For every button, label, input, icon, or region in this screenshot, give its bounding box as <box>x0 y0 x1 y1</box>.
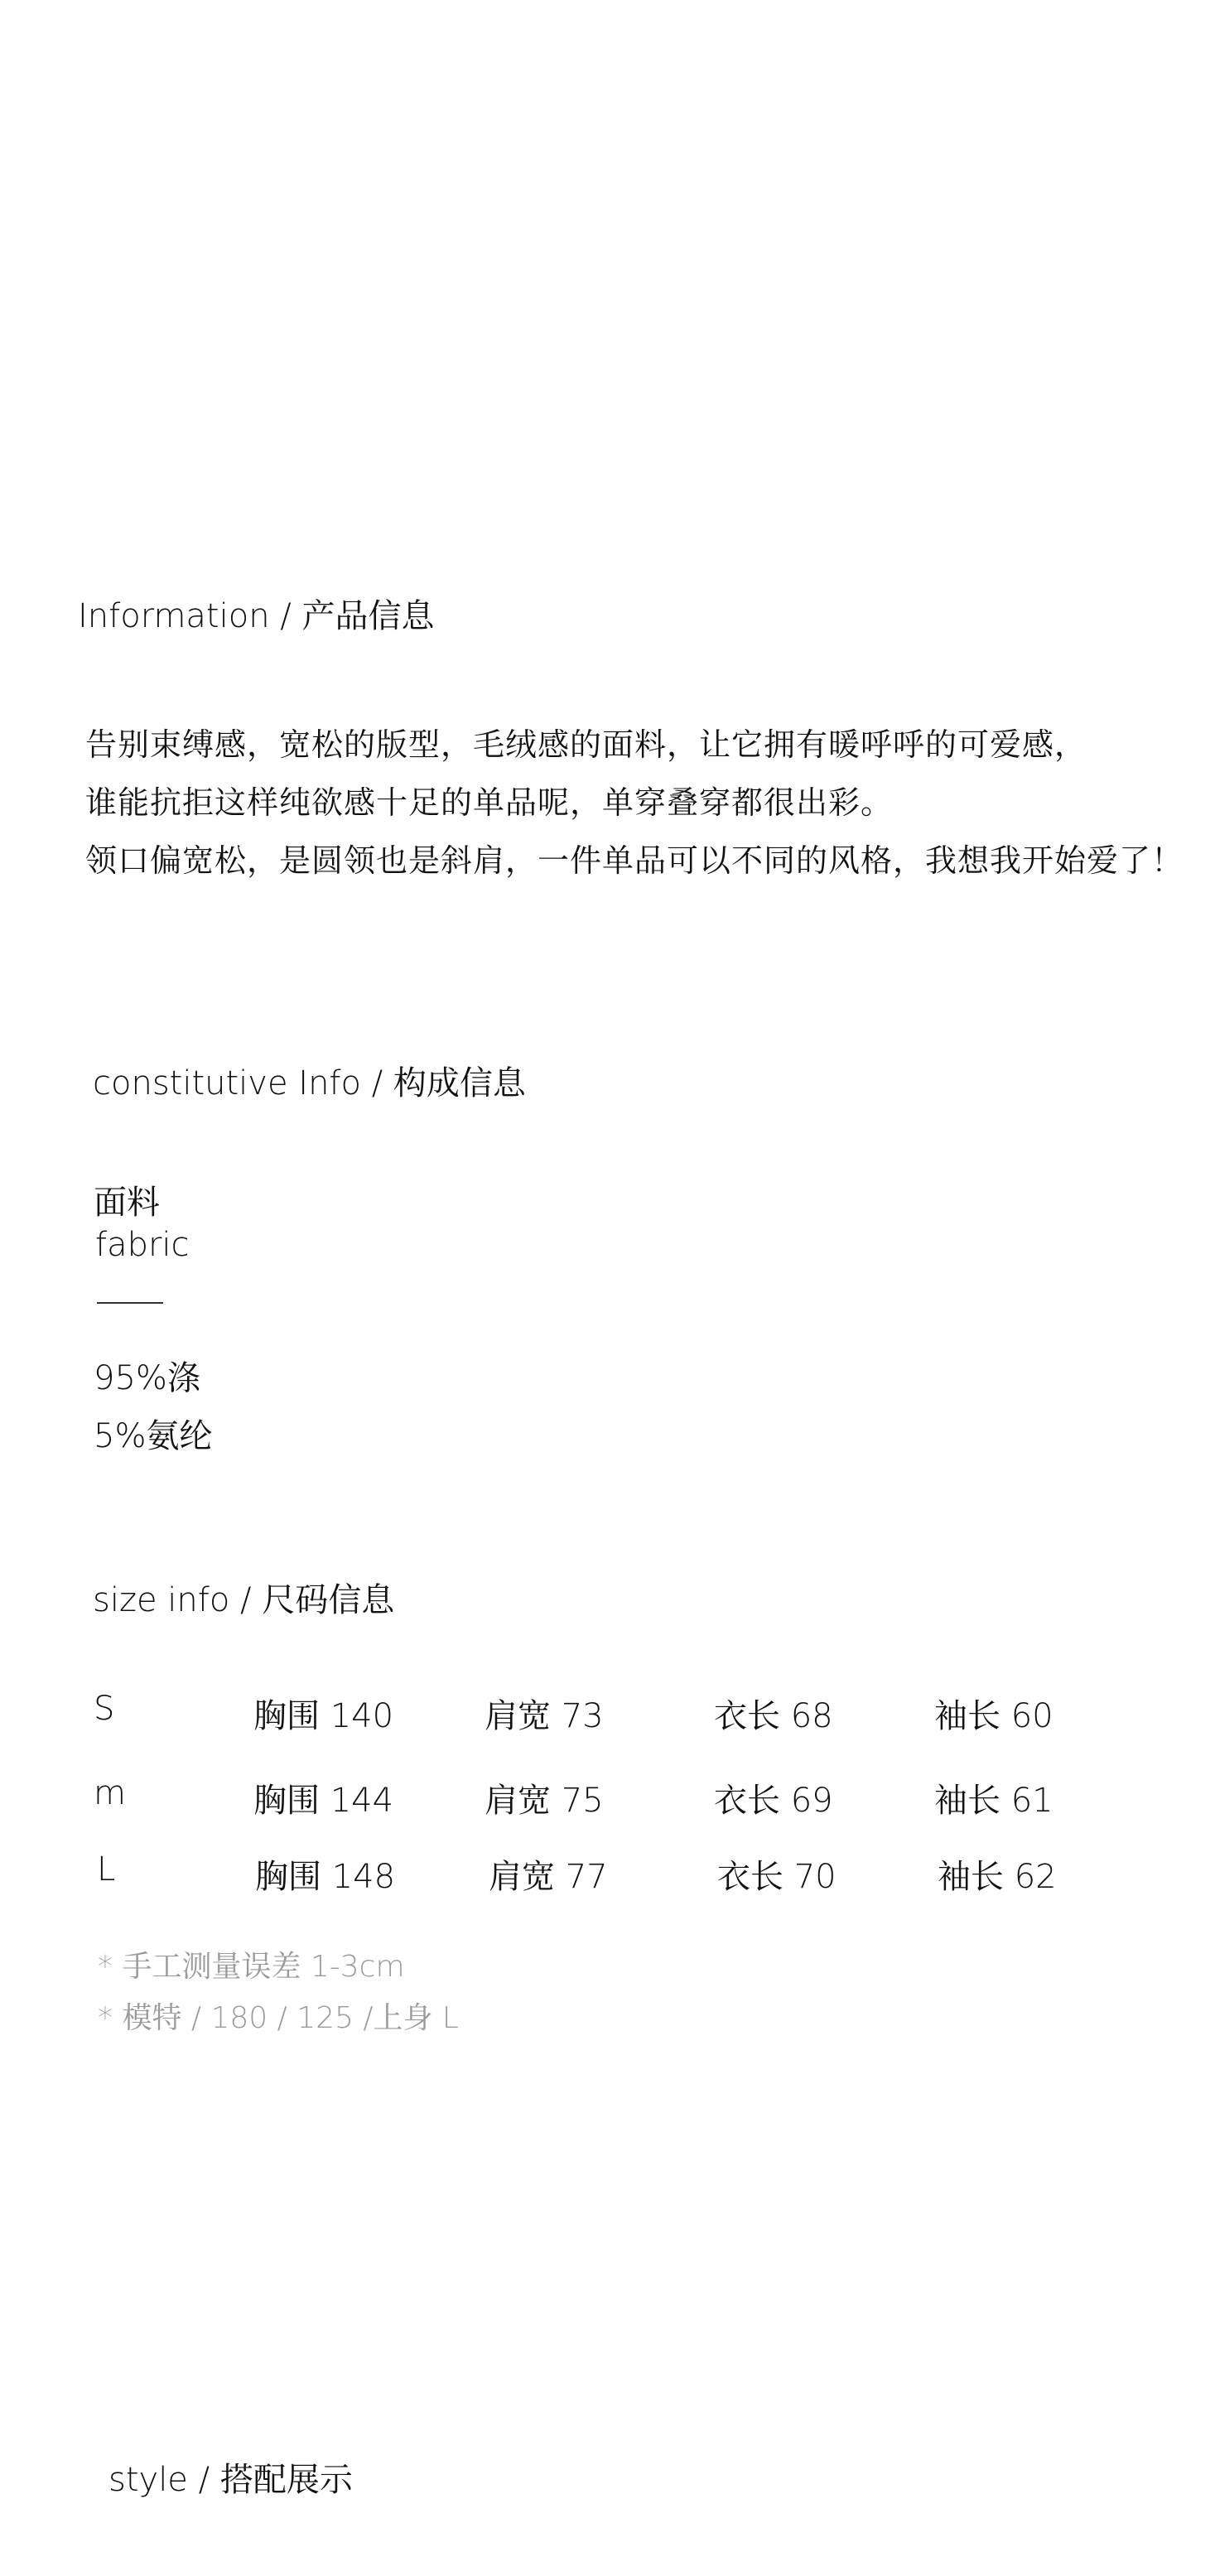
description-line-1: 告别束缚感，宽松的版型，毛绒感的面料，让它拥有暖呼呼的可爱感， <box>85 726 1087 763</box>
size-row-size: L <box>97 1850 116 1889</box>
size-row-sleeve: 袖长 62 <box>938 1858 1057 1896</box>
model-note: * 模特 / 180 / 125 /上身 L <box>98 2001 459 2035</box>
fabric-label-en: fabric <box>95 1226 190 1264</box>
size-row-size: S <box>94 1690 115 1728</box>
size-row-length: 衣长 69 <box>714 1782 833 1820</box>
measurement-note: * 手工测量误差 1-3cm <box>98 1950 405 1984</box>
size-row-shoulder: 肩宽 75 <box>485 1782 604 1820</box>
size-row-length: 衣长 70 <box>717 1858 837 1896</box>
size-row-shoulder: 肩宽 77 <box>489 1858 608 1896</box>
constitutive-heading: constitutive Info / 构成信息 <box>93 1064 526 1102</box>
size-row-chest: 胸围 148 <box>255 1858 396 1896</box>
size-row-shoulder: 肩宽 73 <box>485 1697 604 1735</box>
size-row-sleeve: 袖长 61 <box>934 1782 1053 1820</box>
fabric-label-cn: 面料 <box>94 1184 160 1222</box>
style-heading: style / 搭配展示 <box>108 2461 353 2499</box>
size-row-chest: 胸围 140 <box>253 1697 394 1735</box>
description-line-2: 谁能抗拒这样纯欲感十足的单品呢，单穿叠穿都很出彩。 <box>85 784 894 821</box>
size-info-heading: size info / 尺码信息 <box>93 1581 395 1619</box>
size-row-chest: 胸围 144 <box>253 1782 394 1820</box>
description-line-3: 领口偏宽松，是圆领也是斜肩，一件单品可以不同的风格，我想我开始爱了！ <box>85 842 1184 879</box>
composition-item: 95%涤 <box>94 1359 200 1397</box>
size-row-sleeve: 袖长 60 <box>934 1697 1053 1735</box>
information-heading: Information / 产品信息 <box>78 597 435 635</box>
size-row-size: m <box>94 1774 126 1812</box>
fabric-divider <box>97 1302 163 1304</box>
composition-item: 5%氨纶 <box>94 1417 213 1455</box>
size-row-length: 衣长 68 <box>714 1697 833 1735</box>
